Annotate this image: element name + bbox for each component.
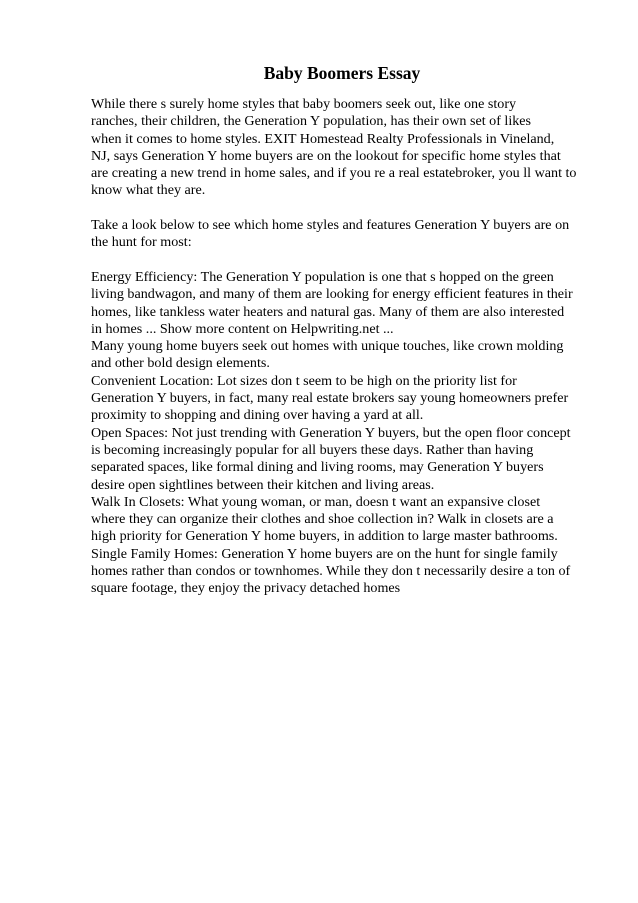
text-line: Convenient Location: Lot sizes don t seem to be high on the priority list for bbox=[91, 372, 517, 389]
text-line: homes rather than condos or townhomes. While they don t necessarily desire a ton of bbox=[91, 563, 571, 580]
text-line: Many young home buyers seek out homes with unique touches, like crown molding bbox=[91, 338, 564, 355]
text-line: proximity to shopping and dining over having a yard at all. bbox=[91, 407, 424, 424]
text-line: know what they are. bbox=[91, 182, 206, 199]
text-line: homes, like tankless water heaters and natural gas. Many of them are also interested bbox=[91, 303, 565, 320]
text-line: square footage, they enjoy the privacy detached homes bbox=[91, 580, 401, 597]
text-line: separated spaces, like formal dining and living rooms, may Generation Y buyers bbox=[91, 459, 544, 476]
text-line: high priority for Generation Y home buyers, in addition to large master bathrooms. bbox=[91, 528, 558, 545]
text-line: in homes ... Show more content on Helpwriting.net ... bbox=[91, 320, 394, 337]
text-line: is becoming increasingly popular for all buyers these days. Rather than having bbox=[91, 441, 534, 458]
paragraph-look-below bbox=[91, 217, 601, 252]
text-line: and other bold design elements. bbox=[91, 355, 270, 372]
text-line: Single Family Homes: Generation Y home buyers are on the hunt for single family bbox=[91, 545, 558, 562]
text-line: Take a look below to see which home styles and features Generation Y buyers are on bbox=[91, 217, 570, 234]
page-title: Baby Boomers Essay bbox=[263, 63, 421, 83]
text-line: ranches, their children, the Generation Y population, has their own set of likes bbox=[91, 113, 532, 130]
paragraph-intro bbox=[91, 96, 601, 200]
text-line: the hunt for most: bbox=[91, 234, 192, 251]
text-line: Generation Y buyers, in fact, many real estate brokers say young homeowners prefer bbox=[91, 390, 569, 407]
text-line: are creating a new trend in home sales, and if you re a real estatebroker, you ll want to bbox=[91, 165, 577, 182]
text-line: While there s surely home styles that baby boomers seek out, like one story bbox=[91, 96, 517, 112]
text-line: when it comes to home styles. EXIT Homestead Realty Professionals in Vineland, bbox=[91, 130, 555, 147]
paragraph-features bbox=[91, 269, 601, 598]
text-line: Energy Efficiency: The Generation Y population is one that s hopped on the green bbox=[91, 268, 554, 285]
text-line: where they can organize their clothes and shoe collection in? Walk in closets are a bbox=[91, 511, 554, 528]
text-line: NJ, says Generation Y home buyers are on the lookout for specific home styles that bbox=[91, 147, 561, 164]
essay-body bbox=[91, 96, 601, 598]
text-line: Open Spaces: Not just trending with Generation Y buyers, but the open floor concept bbox=[91, 424, 571, 441]
paragraph-gap bbox=[91, 200, 601, 217]
text-line: Walk In Closets: What young woman, or man, doesn t want an expansive closet bbox=[91, 493, 541, 510]
text-line: living bandwagon, and many of them are looking for energy efficient features in their bbox=[91, 286, 573, 303]
paragraph-gap bbox=[91, 252, 601, 269]
text-line: desire open sightlines between their kitchen and living areas. bbox=[91, 476, 435, 493]
